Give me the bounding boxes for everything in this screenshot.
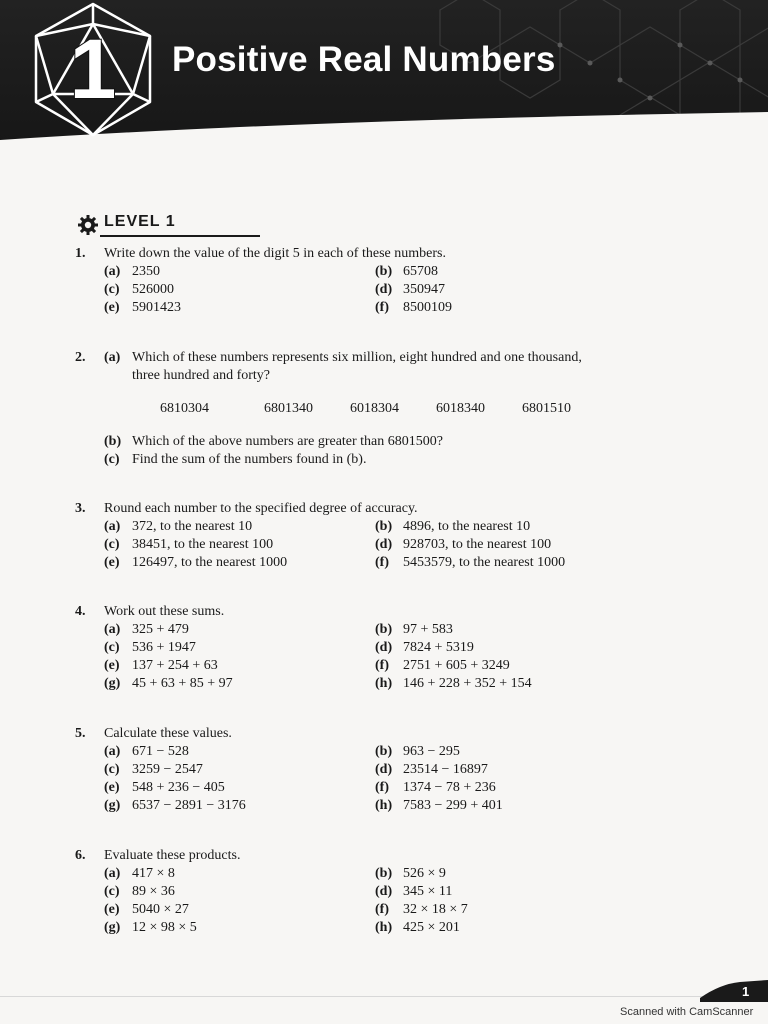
choice-number: 6018304 [350, 401, 399, 416]
question-number: 1. [75, 246, 86, 261]
question-part: (f) 2751 + 605 + 3249 [375, 658, 510, 673]
question-stem: Write down the value of the digit 5 in each of these numbers. [104, 246, 446, 261]
question-part: (f) 5453579, to the nearest 1000 [375, 555, 566, 570]
chapter-number: 1 [69, 22, 117, 116]
question-part: (e) 548 + 236 − 405 [104, 780, 225, 795]
question-part: (c) 89 × 36 [104, 884, 175, 899]
question-part: (d) 928703, to the nearest 100 [375, 537, 552, 552]
question-part: (g) 6537 − 2891 − 3176 [104, 798, 246, 813]
question-part: (c) Find the sum of the numbers found in (b). [104, 452, 367, 467]
question-stem: Calculate these values. [104, 726, 232, 741]
choice-number: 6801340 [264, 401, 313, 416]
question-stem: Round each number to the specified degree of accuracy. [104, 501, 418, 516]
question-part: (c) 3259 − 2547 [104, 762, 203, 777]
question-part: (d) 345 × 11 [375, 884, 453, 899]
question-stem: Evaluate these products. [104, 848, 241, 863]
icosahedron-chapter-icon [30, 2, 156, 138]
question-part: (h) 146 + 228 + 352 + 154 [375, 676, 532, 691]
question-number: 2. [75, 350, 86, 365]
question-part: (d) 23514 − 16897 [375, 762, 488, 777]
question-part: (a) 671 − 528 [104, 744, 189, 759]
question-number: 5. [75, 726, 86, 741]
question-number: 6. [75, 848, 86, 863]
question-part: (e) 5901423 [104, 300, 181, 315]
question-part: (e) 126497, to the nearest 1000 [104, 555, 288, 570]
question-part: (a) Which of these numbers represents six million, eight hundred and one thousand, [104, 350, 582, 365]
scanner-watermark: Scanned with CamScanner [620, 1006, 754, 1018]
question-part: (e) 5040 × 27 [104, 902, 189, 917]
question-part: (h) 7583 − 299 + 401 [375, 798, 503, 813]
question-part: (f) 32 × 18 × 7 [375, 902, 468, 917]
choice-number: 6810304 [160, 401, 209, 416]
level-label: LEVEL 1 [104, 213, 176, 230]
question-part: (b) 65708 [375, 264, 438, 279]
question-part: (f) 1374 − 78 + 236 [375, 780, 496, 795]
chapter-title: Positive Real Numbers [172, 40, 556, 79]
question-text-continued: three hundred and forty? [132, 368, 270, 383]
gear-icon [78, 215, 98, 235]
page-number: 1 [742, 984, 750, 999]
question-part: (b) Which of the above numbers are greater than 6801500? [104, 434, 443, 449]
question-part: (a) 2350 [104, 264, 160, 279]
question-part: (c) 38451, to the nearest 100 [104, 537, 274, 552]
choice-number: 6801510 [522, 401, 571, 416]
scan-edge-divider [0, 996, 768, 997]
question-part: (f) 8500109 [375, 300, 452, 315]
question-part: (e) 137 + 254 + 63 [104, 658, 218, 673]
question-part: (g) 12 × 98 × 5 [104, 920, 197, 935]
question-part: (b) 4896, to the nearest 10 [375, 519, 531, 534]
question-number: 3. [75, 501, 86, 516]
question-part: (b) 963 − 295 [375, 744, 460, 759]
question-part: (a) 372, to the nearest 10 [104, 519, 253, 534]
question-part: (d) 350947 [375, 282, 445, 297]
level-underline [100, 235, 260, 237]
question-part: (h) 425 × 201 [375, 920, 460, 935]
number-choices [104, 401, 724, 419]
question-part: (c) 526000 [104, 282, 174, 297]
choice-number: 6018340 [436, 401, 485, 416]
question-part: (b) 526 × 9 [375, 866, 446, 881]
question-part: (d) 7824 + 5319 [375, 640, 474, 655]
question-stem: Work out these sums. [104, 604, 225, 619]
question-number: 4. [75, 604, 86, 619]
question-part: (a) 325 + 479 [104, 622, 189, 637]
question-part: (c) 536 + 1947 [104, 640, 196, 655]
page-number-tab [700, 980, 768, 1002]
question-part: (b) 97 + 583 [375, 622, 453, 637]
question-part: (a) 417 × 8 [104, 866, 175, 881]
question-part: (g) 45 + 63 + 85 + 97 [104, 676, 233, 691]
